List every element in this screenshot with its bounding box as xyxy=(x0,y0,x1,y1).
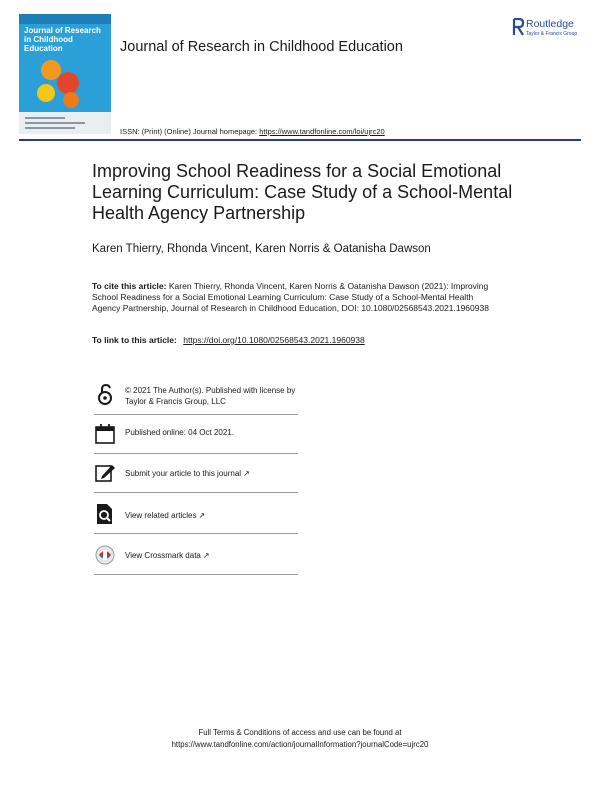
publisher-subtitle: Taylor & Francis Group xyxy=(526,31,578,37)
crossmark-row[interactable] xyxy=(94,544,298,566)
submit-article-text xyxy=(125,469,250,480)
external-link-icon: ↗ xyxy=(198,511,206,520)
footer xyxy=(0,727,600,750)
cover-figure-orange-2 xyxy=(63,92,79,108)
submit-article-label: Submit your article to this journal xyxy=(125,469,242,478)
related-articles-label: View related articles xyxy=(125,511,197,520)
published-date-text: Published online: 04 Oct 2021. xyxy=(125,428,234,437)
article-title: Improving School Readiness for a Social Emotional Learning Curriculum: Case Study of a School-Mental Health Agency Partnership xyxy=(92,161,513,223)
cover-figure-yellow xyxy=(37,84,55,102)
article-doi-link[interactable]: https://doi.org/10.1080/02568543.2021.1960938 xyxy=(183,335,365,345)
journal-cover-image xyxy=(19,14,111,134)
journal-homepage-link[interactable]: https://www.tandfonline.com/loi/ujrc20 xyxy=(259,127,385,136)
routledge-r-icon xyxy=(512,18,524,36)
cover-footer xyxy=(19,112,111,134)
article-authors: Karen Thierry, Rhonda Vincent, Karen Norris & Oatanisha Dawson xyxy=(92,243,431,255)
publisher-logo xyxy=(512,18,584,44)
issn-line xyxy=(120,127,385,136)
journal-title: Journal of Research in Childhood Education xyxy=(120,39,403,55)
cover-top-band xyxy=(19,14,111,24)
related-articles-row[interactable] xyxy=(94,503,298,525)
footer-terms-link[interactable]: https://www.tandfonline.com/action/journalInformation?journalCode=ujrc20 xyxy=(171,739,429,749)
row-divider xyxy=(94,533,298,534)
footer-terms-text: Full Terms & Conditions of access and use can be found at xyxy=(198,728,402,737)
row-divider xyxy=(94,453,298,454)
header-divider xyxy=(19,139,581,141)
published-row xyxy=(94,423,298,445)
row-divider xyxy=(94,492,298,493)
edit-pencil-icon xyxy=(94,462,116,484)
open-access-lock-icon xyxy=(94,384,116,406)
publisher-name: Routledge xyxy=(526,18,574,30)
citation-block xyxy=(92,281,502,315)
cover-figure-red xyxy=(57,72,79,94)
external-link-icon: ↗ xyxy=(202,551,210,560)
submit-article-row[interactable] xyxy=(94,462,298,484)
article-link-label: To link to this article: xyxy=(92,335,177,345)
external-link-icon: ↗ xyxy=(243,469,250,478)
cover-title: Journal of Research in Childhood Education xyxy=(24,26,101,53)
row-divider xyxy=(94,414,298,415)
citation-label: To cite this article: xyxy=(92,281,167,291)
crossmark-label: View Crossmark data xyxy=(125,551,201,560)
citation-text: Karen Thierry, Rhonda Vincent, Karen Norris & Oatanisha Dawson (2021): Improving School Readiness for a Social Emotional Learning Curriculum: Case Study of a School-Mental Health Agency Partnership, Journal of Research in Childhood Education, DOI: 10.1080/02568543.2021.1960938 xyxy=(92,281,489,314)
calendar-icon xyxy=(94,423,116,445)
issn-label: ISSN: (Print) (Online) Journal homepage: xyxy=(120,127,258,136)
row-divider xyxy=(94,574,298,575)
related-articles-icon xyxy=(94,503,116,525)
license-text: © 2021 The Author(s). Published with license by Taylor & Francis Group, LLC xyxy=(125,386,296,406)
crossmark-text xyxy=(125,551,210,562)
article-link-line xyxy=(92,335,365,345)
crossmark-icon xyxy=(94,544,116,566)
related-articles-text xyxy=(125,511,205,522)
license-row xyxy=(94,384,298,414)
